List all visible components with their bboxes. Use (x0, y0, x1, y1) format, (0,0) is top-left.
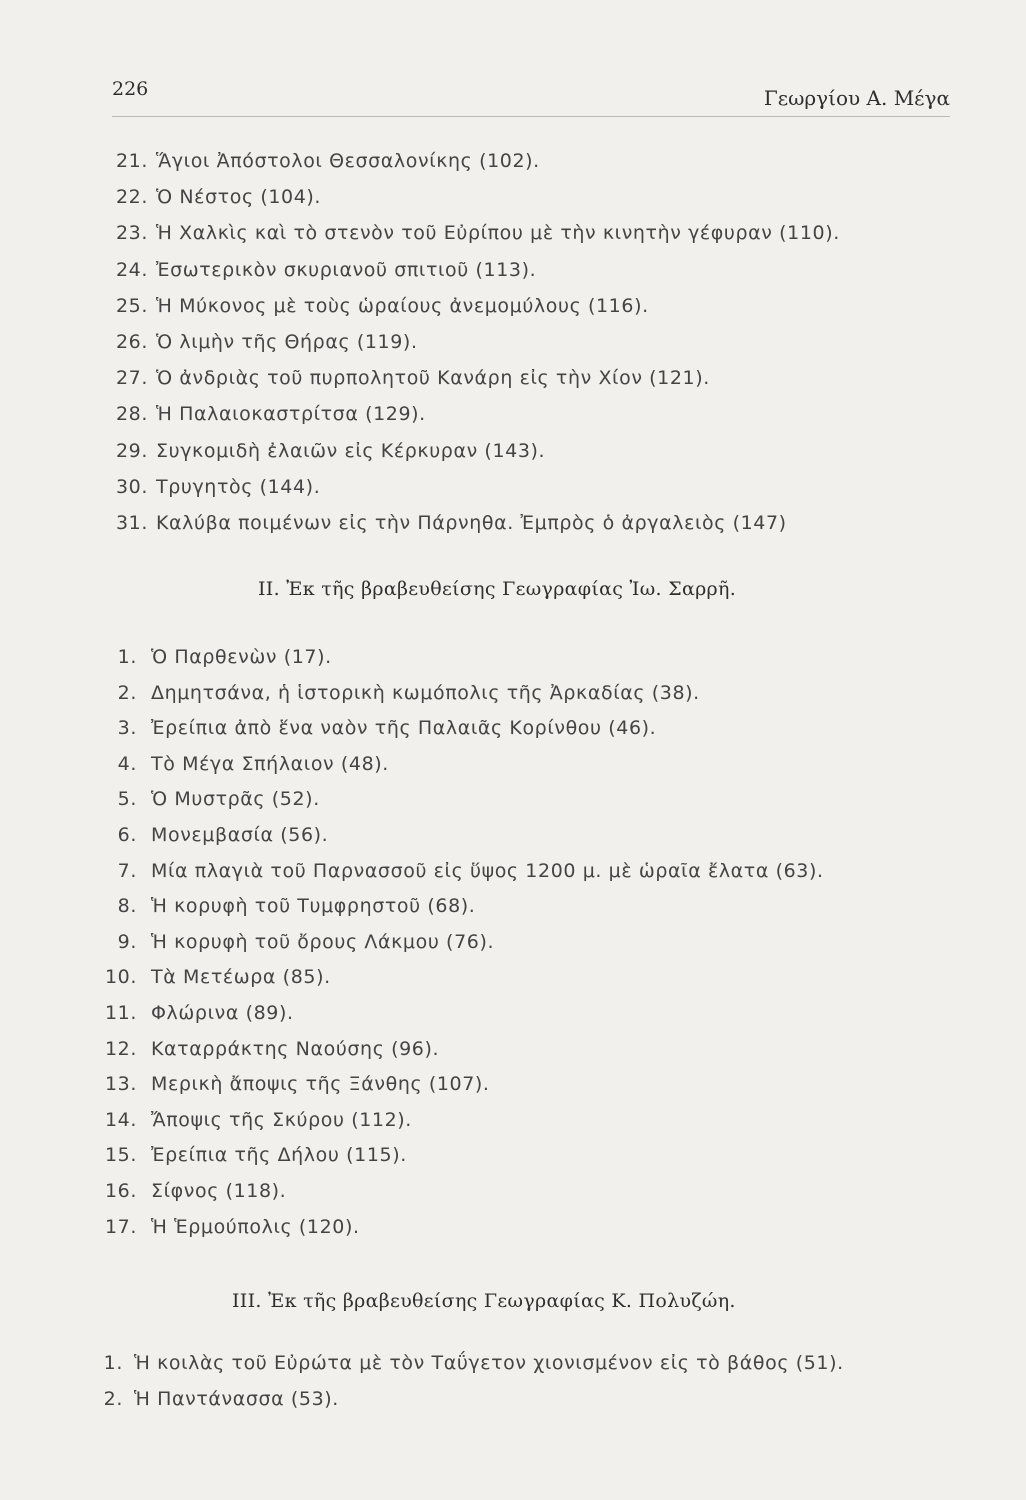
item-number: 16. (104, 1180, 137, 1202)
page-number: 226 (112, 78, 149, 100)
item-caption: Ἡ Ἑρμούπολις (120). (151, 1215, 360, 1238)
item-number: 11. (104, 1002, 137, 1024)
item-caption: Ὁ Μυστρᾶς (52). (151, 788, 320, 811)
running-head (112, 78, 950, 112)
running-head-author: Γεωργίου Α. Μέγα (763, 86, 950, 110)
item-number: 28. (115, 403, 148, 426)
item-caption: Ἡ Παλαιοκαστρίτσα (129). (156, 403, 426, 426)
item-caption: Συγκομιδὴ ἐλαιῶν εἰς Κέρκυραν (143). (156, 439, 546, 462)
item-caption: Ὁ Παρθενὼν (17). (151, 646, 332, 668)
item-number: 8. (117, 895, 137, 918)
item-caption: Ἡ κορυφὴ τοῦ ὄρους Λάκμου (76). (151, 930, 495, 953)
item-caption: Τὸ Μέγα Σπήλαιον (48). (151, 752, 389, 775)
section-heading-3: III. Ἐκ τῆς βραβευθείσης Γεωγραφίας Κ. Πολυζώη. (232, 1290, 736, 1312)
item-number: 6. (117, 824, 137, 846)
item-number: 2. (117, 681, 137, 704)
item-number: 7. (117, 859, 137, 882)
item-number: 4. (117, 752, 137, 775)
item-number: 12. (104, 1037, 137, 1060)
item-caption: Τὰ Μετέωρα (85). (151, 966, 331, 989)
item-number: 15. (104, 1144, 137, 1167)
item-caption: Ἡ κορυφὴ τοῦ Τυμφρηστοῦ (68). (151, 895, 476, 918)
item-caption: Ἡ Μύκονος μὲ τοὺς ὡραίους ἀνεμομύλους (116). (156, 294, 649, 317)
item-number: 14. (104, 1108, 137, 1131)
item-caption: Δημητσάνα, ἡ ἱστορικὴ κωμόπολις τῆς Ἀρκαδίας (38). (151, 681, 700, 704)
item-caption: Ἡ Χαλκὶς καὶ τὸ στενὸν τοῦ Εὐρίπου μὲ τὴν κινητὴν γέφυραν (110). (156, 222, 840, 245)
item-caption: Τρυγητὸς (144). (156, 475, 321, 498)
item-caption: Μονεμβασία (56). (151, 824, 329, 846)
item-number: 22. (115, 186, 148, 209)
item-number: 24. (115, 258, 148, 281)
item-number: 9. (117, 930, 137, 953)
item-number: 29. (115, 439, 148, 462)
item-number: 21. (115, 150, 148, 172)
item-number: 25. (115, 294, 148, 317)
item-caption: Ἅγιοι Ἀπόστολοι Θεσσαλονίκης (102). (156, 150, 540, 172)
item-caption: Ἐρείπια ἀπὸ ἕνα ναὸν τῆς Παλαιᾶς Κορίνθου (46). (151, 717, 657, 740)
item-number: 5. (117, 788, 137, 811)
item-number: 10. (104, 966, 137, 989)
item-caption: Ὁ λιμὴν τῆς Θήρας (119). (156, 331, 418, 353)
item-caption: Φλώρινα (89). (151, 1002, 294, 1024)
item-caption: Μερικὴ ἄποψις τῆς Ξάνθης (107). (151, 1073, 490, 1096)
item-number: 30. (115, 475, 148, 498)
item-number: 1. (117, 646, 137, 668)
item-caption: Ἡ κοιλὰς τοῦ Εὐρώτα μὲ τὸν Ταΰγετον χιονισμένον εἰς τὸ βάθος (51). (134, 1352, 844, 1374)
item-caption: Μία πλαγιὰ τοῦ Παρνασσοῦ εἰς ὕψος 1200 μ. μὲ ὡραῖα ἔλατα (63). (151, 859, 824, 882)
item-caption: Ὁ Νέστος (104). (156, 186, 322, 209)
item-number: 27. (115, 367, 148, 390)
item-number: 1. (103, 1352, 123, 1374)
item-caption: Ἡ Παντάνασσα (53). (134, 1388, 339, 1410)
section-heading-2: II. Ἐκ τῆς βραβευθείσης Γεωγραφίας Ἰω. Σαρρῆ. (258, 578, 737, 600)
item-number: 17. (104, 1215, 137, 1238)
item-caption: Σίφνος (118). (151, 1180, 287, 1202)
item-caption: Ἄποψις τῆς Σκύρου (112). (151, 1108, 412, 1131)
item-caption: Καλύβα ποιμένων εἰς τὴν Πάρνηθα. Ἐμπρὸς ὁ ἀργαλειὸς (147) (156, 512, 787, 534)
item-number: 13. (104, 1073, 137, 1096)
item-number: 2. (103, 1388, 123, 1410)
item-number: 26. (115, 331, 148, 353)
item-caption: Ἐρείπια τῆς Δήλου (115). (151, 1144, 407, 1167)
item-caption: Καταρράκτης Ναούσης (96). (151, 1037, 440, 1060)
item-number: 23. (115, 222, 148, 245)
item-caption: Ἐσωτερικὸν σκυριανοῦ σπιτιοῦ (113). (156, 258, 537, 281)
header-rule (112, 116, 950, 117)
item-caption: Ὁ ἀνδριὰς τοῦ πυρπολητοῦ Κανάρη εἰς τὴν Χίον (121). (156, 367, 710, 390)
item-number: 31. (115, 512, 148, 534)
item-number: 3. (117, 717, 137, 740)
